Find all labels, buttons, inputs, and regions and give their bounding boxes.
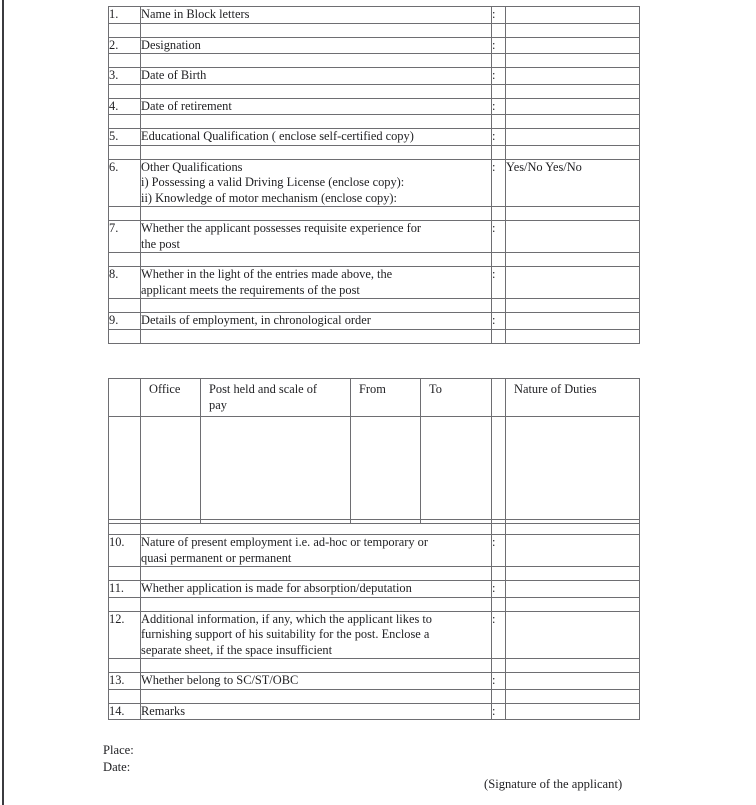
row-number: 6. bbox=[109, 159, 141, 207]
employment-header-post-line: Post held and scale of bbox=[209, 382, 318, 396]
row-label-line: separate sheet, if the space insufficient bbox=[141, 642, 333, 657]
spacer-cell bbox=[506, 253, 640, 267]
row-number: 4. bbox=[109, 98, 141, 115]
spacer-row bbox=[109, 520, 640, 535]
spacer-cell bbox=[492, 659, 506, 673]
row-label: Whether belong to SC/ST/OBC bbox=[141, 673, 492, 690]
employment-cell-nature[interactable] bbox=[506, 417, 640, 524]
spacer-cell bbox=[141, 207, 492, 221]
spacer-cell bbox=[141, 54, 492, 68]
row-answer-field[interactable] bbox=[506, 7, 640, 24]
spacer-row bbox=[109, 299, 640, 313]
spacer-cell bbox=[492, 115, 506, 129]
row-label-line: Additional information, if any, which the applicant likes to bbox=[141, 611, 432, 626]
row-number: 10. bbox=[109, 535, 141, 567]
row-label-line: Whether the applicant possesses requisite experience for bbox=[141, 221, 422, 235]
employment-header-nature: Nature of Duties bbox=[506, 379, 640, 417]
row-label-line: ii) Knowledge of motor mechanism (enclose copy): bbox=[141, 190, 397, 205]
spacer-cell bbox=[506, 207, 640, 221]
employment-header-colon-spacer bbox=[492, 379, 506, 417]
employment-cell-from[interactable] bbox=[351, 417, 421, 524]
spacer-cell bbox=[492, 299, 506, 313]
row-answer-field[interactable] bbox=[506, 129, 640, 146]
table-row bbox=[109, 159, 640, 207]
spacer-cell bbox=[141, 23, 492, 37]
row-answer-field[interactable] bbox=[506, 267, 640, 299]
row-colon: : bbox=[492, 535, 506, 567]
row-label: Date of retirement bbox=[141, 98, 492, 115]
spacer-cell bbox=[492, 689, 506, 703]
employment-cell-blank bbox=[109, 417, 141, 524]
place-date-block bbox=[103, 742, 134, 775]
table-row bbox=[109, 221, 640, 253]
row-label-line: the post bbox=[141, 236, 180, 251]
row-colon: : bbox=[492, 581, 506, 598]
row-number: 14. bbox=[109, 703, 141, 720]
spacer-cell bbox=[109, 207, 141, 221]
row-label-line: Whether in the light of the entries made above, the bbox=[141, 267, 393, 281]
employment-header-post-line: pay bbox=[209, 397, 227, 412]
spacer-cell bbox=[109, 567, 141, 581]
spacer-row bbox=[109, 567, 640, 581]
spacer-cell bbox=[109, 84, 141, 98]
employment-header-to: To bbox=[421, 379, 492, 417]
spacer-cell bbox=[141, 253, 492, 267]
spacer-cell bbox=[492, 145, 506, 159]
spacer-cell bbox=[141, 145, 492, 159]
spacer-cell bbox=[109, 659, 141, 673]
spacer-cell bbox=[506, 299, 640, 313]
spacer-cell bbox=[492, 597, 506, 611]
row-answer-field[interactable] bbox=[506, 37, 640, 54]
spacer-cell bbox=[109, 299, 141, 313]
row-answer-field[interactable] bbox=[506, 313, 640, 330]
spacer-row bbox=[109, 23, 640, 37]
spacer-cell bbox=[141, 520, 492, 535]
table-row bbox=[109, 98, 640, 115]
employment-cell-to[interactable] bbox=[421, 417, 492, 524]
row-colon: : bbox=[492, 673, 506, 690]
spacer-cell bbox=[506, 597, 640, 611]
row-label: Remarks bbox=[141, 703, 492, 720]
row-label-line: Other Qualifications bbox=[141, 159, 243, 174]
spacer-cell bbox=[109, 597, 141, 611]
table-row bbox=[109, 611, 640, 659]
spacer-row bbox=[109, 145, 640, 159]
spacer-cell bbox=[506, 659, 640, 673]
row-answer-field[interactable] bbox=[506, 221, 640, 253]
spacer-cell bbox=[492, 54, 506, 68]
spacer-row bbox=[109, 115, 640, 129]
spacer-cell bbox=[109, 689, 141, 703]
table-row bbox=[109, 703, 640, 720]
spacer-cell bbox=[141, 689, 492, 703]
spacer-cell bbox=[506, 520, 640, 535]
spacer-cell bbox=[506, 54, 640, 68]
row-label-line: furnishing support of his suitability for the post. Enclose a bbox=[141, 627, 430, 641]
spacer-cell bbox=[141, 84, 492, 98]
table-row bbox=[109, 673, 640, 690]
row-label bbox=[141, 267, 492, 299]
spacer-cell bbox=[506, 329, 640, 343]
signature-label: (Signature of the applicant) bbox=[484, 777, 623, 791]
spacer-row bbox=[109, 689, 640, 703]
spacer-cell bbox=[141, 115, 492, 129]
row-number: 3. bbox=[109, 68, 141, 85]
row-colon: : bbox=[492, 98, 506, 115]
row-colon: : bbox=[492, 68, 506, 85]
employment-entry-row bbox=[109, 417, 640, 524]
table-row bbox=[109, 581, 640, 598]
place-label: Place: bbox=[103, 743, 134, 757]
spacer-cell bbox=[141, 299, 492, 313]
row-number: 13. bbox=[109, 673, 141, 690]
spacer-cell bbox=[141, 567, 492, 581]
row-label-line: applicant meets the requirements of the post bbox=[141, 282, 360, 297]
row-label bbox=[141, 611, 492, 659]
spacer-cell bbox=[492, 23, 506, 37]
row-number: 1. bbox=[109, 7, 141, 24]
spacer-cell bbox=[109, 145, 141, 159]
spacer-cell bbox=[506, 567, 640, 581]
spacer-cell bbox=[109, 23, 141, 37]
table-row bbox=[109, 535, 640, 567]
spacer-cell bbox=[109, 329, 141, 343]
row-label bbox=[141, 535, 492, 567]
employment-header-post bbox=[201, 379, 351, 417]
spacer-cell bbox=[141, 329, 492, 343]
spacer-cell bbox=[492, 84, 506, 98]
row-label-line: Nature of present employment i.e. ad-hoc or temporary or bbox=[141, 535, 428, 549]
spacer-row bbox=[109, 54, 640, 68]
spacer-cell bbox=[109, 115, 141, 129]
spacer-cell bbox=[506, 689, 640, 703]
row-colon: : bbox=[492, 159, 506, 207]
spacer-cell bbox=[506, 115, 640, 129]
row-answer-field[interactable] bbox=[506, 673, 640, 690]
spacer-row bbox=[109, 659, 640, 673]
row-colon: : bbox=[492, 37, 506, 54]
row-colon: : bbox=[492, 313, 506, 330]
row-label bbox=[141, 221, 492, 253]
table-row bbox=[109, 68, 640, 85]
row-number: 12. bbox=[109, 611, 141, 659]
row-colon: : bbox=[492, 221, 506, 253]
spacer-cell bbox=[506, 23, 640, 37]
spacer-cell bbox=[506, 145, 640, 159]
row-answer-field[interactable] bbox=[506, 98, 640, 115]
spacer-row bbox=[109, 597, 640, 611]
row-number: 9. bbox=[109, 313, 141, 330]
table-row bbox=[109, 267, 640, 299]
spacer-row bbox=[109, 329, 640, 343]
row-colon: : bbox=[492, 129, 506, 146]
spacer-cell bbox=[492, 329, 506, 343]
application-form-table-lower bbox=[108, 519, 640, 720]
spacer-cell bbox=[141, 597, 492, 611]
row-answer-field[interactable] bbox=[506, 581, 640, 598]
row-answer-field[interactable] bbox=[506, 611, 640, 659]
employment-cell-office[interactable] bbox=[141, 417, 201, 524]
spacer-row bbox=[109, 84, 640, 98]
spacer-cell bbox=[141, 659, 492, 673]
table-row bbox=[109, 313, 640, 330]
row-colon: : bbox=[492, 703, 506, 720]
spacer-row bbox=[109, 253, 640, 267]
row-label: Date of Birth bbox=[141, 68, 492, 85]
row-answer-field[interactable] bbox=[506, 68, 640, 85]
table-row bbox=[109, 129, 640, 146]
row-label bbox=[141, 159, 492, 207]
row-answer-yesno[interactable]: Yes/No Yes/No bbox=[506, 159, 640, 207]
table-row bbox=[109, 7, 640, 24]
row-label: Details of employment, in chronological order bbox=[141, 313, 492, 330]
date-label: Date: bbox=[103, 759, 131, 774]
row-label: Educational Qualification ( enclose self-certified copy) bbox=[141, 129, 492, 146]
spacer-cell bbox=[492, 207, 506, 221]
employment-cell-post[interactable] bbox=[201, 417, 351, 524]
row-colon: : bbox=[492, 611, 506, 659]
spacer-cell bbox=[109, 253, 141, 267]
row-number: 2. bbox=[109, 37, 141, 54]
spacer-row bbox=[109, 207, 640, 221]
spacer-cell bbox=[492, 567, 506, 581]
row-label: Designation bbox=[141, 37, 492, 54]
row-colon: : bbox=[492, 267, 506, 299]
spacer-cell bbox=[492, 253, 506, 267]
row-label: Whether application is made for absorption/deputation bbox=[141, 581, 492, 598]
row-label: Name in Block letters bbox=[141, 7, 492, 24]
spacer-cell bbox=[109, 520, 141, 535]
spacer-cell bbox=[109, 54, 141, 68]
row-colon: : bbox=[492, 7, 506, 24]
employment-details-table bbox=[108, 378, 640, 524]
application-form-table bbox=[108, 6, 640, 344]
row-answer-field[interactable] bbox=[506, 703, 640, 720]
spacer-cell bbox=[492, 520, 506, 535]
row-label-line: quasi permanent or permanent bbox=[141, 550, 292, 565]
employment-header-from: From bbox=[351, 379, 421, 417]
spacer-cell bbox=[506, 84, 640, 98]
employment-header-row bbox=[109, 379, 640, 417]
table-row bbox=[109, 37, 640, 54]
row-number: 5. bbox=[109, 129, 141, 146]
row-label-line: i) Possessing a valid Driving License (enclose copy): bbox=[141, 175, 405, 189]
row-number: 7. bbox=[109, 221, 141, 253]
employment-cell-colon-spacer bbox=[492, 417, 506, 524]
row-number: 8. bbox=[109, 267, 141, 299]
employment-header-blank bbox=[109, 379, 141, 417]
employment-header-office: Office bbox=[141, 379, 201, 417]
row-number: 11. bbox=[109, 581, 141, 598]
row-answer-field[interactable] bbox=[506, 535, 640, 567]
